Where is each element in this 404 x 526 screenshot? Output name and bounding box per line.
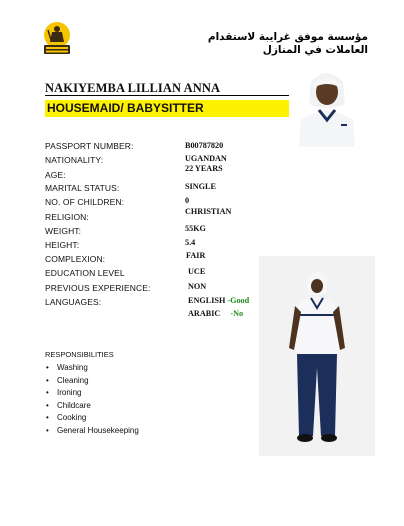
- nationality-value: UGANDAN: [185, 154, 227, 163]
- candidate-name: NAKIYEMBA LILLIAN ANNA: [45, 81, 221, 95]
- bullet-icon: •: [46, 363, 49, 372]
- religion-label: RELIGION:: [45, 212, 89, 222]
- marital-status-label: MARITAL STATUS:: [45, 183, 120, 193]
- language-name: ENGLISH: [188, 296, 226, 305]
- age-label: AGE:: [45, 170, 66, 180]
- height-label: HEIGHT:: [45, 240, 80, 250]
- responsibilities-heading: RESPONSIBILITIES: [45, 350, 114, 359]
- weight-label: WEIGHT:: [45, 226, 82, 236]
- languages-label: LANGUAGES:: [45, 297, 102, 307]
- weight-value: 55KG: [185, 224, 206, 233]
- marital-status-value: SINGLE: [185, 182, 216, 191]
- bullet-icon: •: [46, 413, 49, 423]
- education-value: UCE: [188, 267, 206, 276]
- language-level: -No: [230, 309, 244, 318]
- bullet-icon: •: [46, 375, 49, 385]
- experience-label: PREVIOUS EXPERIENCE:: [45, 283, 151, 293]
- list-item: • Washing: [45, 362, 139, 375]
- experience-value: NON: [188, 282, 207, 291]
- responsibilities-list: [45, 362, 139, 438]
- religion-value: CHRISTIAN: [185, 207, 232, 216]
- language-level: -Good: [227, 296, 250, 305]
- list-item: • Ironing: [45, 387, 139, 400]
- height-value: 5.4: [185, 238, 196, 247]
- passport-value: B00787820: [185, 141, 224, 150]
- full-body-photo: [259, 256, 375, 456]
- list-item: • General Housekeeping: [45, 425, 139, 438]
- nationality-label: NATIONALITY:: [45, 155, 104, 165]
- agency-name-arabic: مؤسسة موفق غرايبة لاستقدام العاملات في المنازل: [207, 31, 368, 56]
- passport-label: PASSPORT NUMBER:: [45, 141, 134, 151]
- house-maid-logo-icon: [40, 20, 74, 56]
- candidate-role: HOUSEMAID/ BABYSITTER: [47, 101, 204, 115]
- children-value: 0: [185, 196, 190, 205]
- education-label: EDUCATION LEVEL: [45, 268, 125, 278]
- language-row-arabic: [188, 309, 243, 318]
- children-label: NO. OF CHILDREN:: [45, 197, 125, 207]
- language-row-english: [188, 296, 249, 305]
- list-item: • Childcare: [45, 400, 139, 413]
- complexion-value: FAIR: [186, 251, 206, 260]
- bullet-icon: •: [46, 425, 49, 435]
- complexion-label: COMPLEXION:: [45, 254, 106, 264]
- list-item: • Cooking: [45, 412, 139, 425]
- bullet-icon: •: [46, 388, 49, 398]
- bullet-icon: •: [46, 400, 49, 410]
- age-value: 22 YEARS: [185, 164, 223, 173]
- portrait-photo: [289, 62, 365, 147]
- name-underline: [45, 95, 293, 96]
- company-logo: [40, 20, 74, 56]
- language-name: ARABIC: [188, 309, 221, 318]
- list-item: • Cleaning: [45, 375, 139, 388]
